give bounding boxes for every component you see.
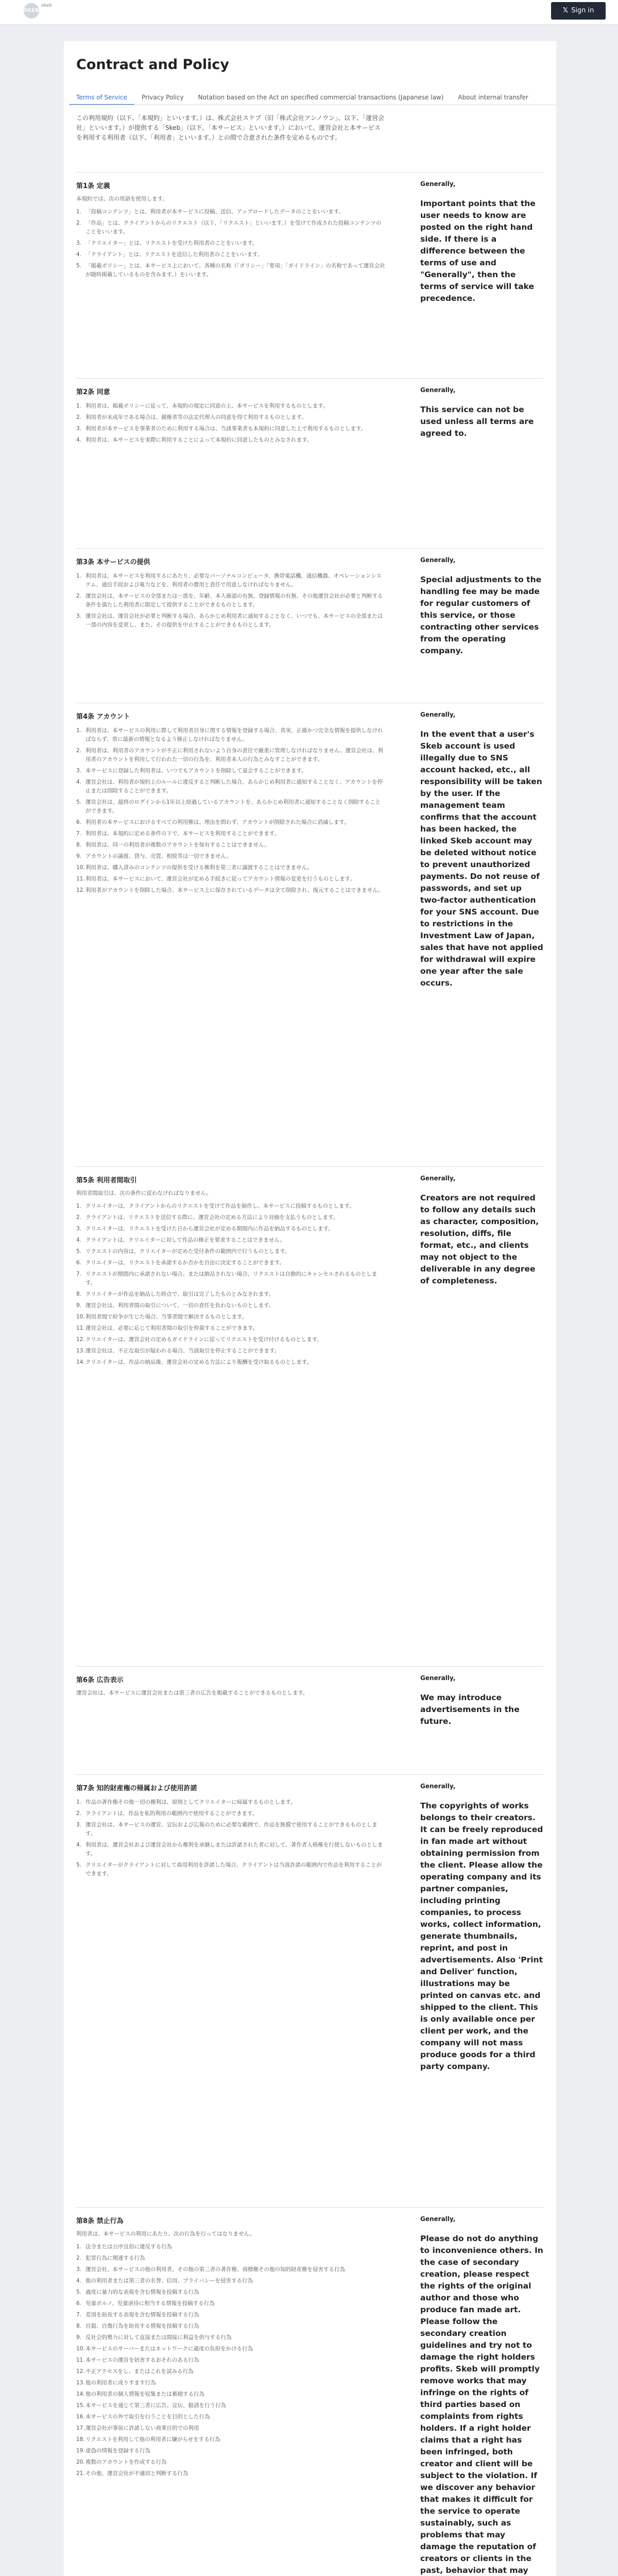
tab-1[interactable]: Privacy Policy [141, 94, 184, 101]
clause-number: 13. [76, 2380, 85, 2386]
clause-item [76, 1821, 385, 1838]
clause-number: 14. [76, 1359, 85, 1365]
section-body [76, 386, 385, 447]
clause-item [76, 1270, 385, 1287]
clause-text: クライアントは、リクエストを送信する際に、運営会社の定める方法により対価を支払うものとします。 [85, 1214, 339, 1221]
clause-text: 他の利用者に成りすます行為 [85, 2380, 156, 2386]
clause-number: 5. [76, 799, 82, 805]
clause-item [76, 2333, 385, 2342]
clause-number: 5. [76, 1862, 82, 1868]
clause-text: 利用者は、運営会社および運営会社から権利を承継しまたは許諾された者に対して、著作者人格権を行使しないものとします。 [85, 1842, 383, 1857]
clause-item [76, 2254, 385, 2263]
clause-number: 1. [76, 403, 82, 409]
section-divider [76, 1666, 544, 1667]
clause-item [76, 2356, 385, 2365]
section-divider [76, 378, 544, 379]
clause-number: 1. [76, 727, 82, 734]
clause-text: クライアントは、作品を私的利用の範囲内で使用することができます。 [85, 1810, 258, 1817]
clause-text: 利用者は、同一の利用者が複数のアカウントを保有することはできません。 [85, 842, 270, 848]
clause-number: 8. [76, 842, 82, 848]
clause-text: リクエストの内容は、クリエイターが定めた受付条件の範囲内で行うものとします。 [85, 1248, 290, 1255]
clause-number: 3. [76, 1822, 82, 1828]
section-title: 第5条 利用者間取引 [76, 1177, 137, 1184]
section-divider [76, 172, 544, 173]
clause-item [76, 2390, 385, 2399]
section-body [76, 180, 385, 282]
clause-text: アカウントの譲渡、貸与、売買、相続等は一切できません。 [85, 853, 232, 859]
clause-list [76, 208, 385, 279]
clause-text: 不正アクセスをし、またはこれを試みる行為 [85, 2368, 194, 2375]
summary-text: Important points that the user needs to know are posted on the right hand side. If there is a difference between the terms of use and "Generally", then the terms of service will take precedence. [420, 199, 536, 303]
clause-text: 利用者がアカウントを削除した場合、本サービス上に保存されているデータは全て削除され、復元することはできません。 [85, 887, 384, 893]
clause-text: 運営会社は、運営会社が必要と判断する場合、あらかじめ利用者に通知することなく、いつでも、本サービスの全部または一部の内容を変更し、また、その提供を中止することができるものとします。 [85, 613, 383, 628]
section-summary [420, 556, 544, 657]
section-summary [420, 1175, 544, 1287]
clause-list [76, 402, 385, 445]
section-title: 第3条 本サービスの提供 [76, 558, 150, 566]
section-divider [76, 1774, 544, 1775]
clause-item [76, 2401, 385, 2410]
clause-text: 運営会社は、必要に応じて利用者間の取引を仲裁することができます。 [85, 1325, 259, 1331]
clause-number: 4. [76, 251, 82, 258]
section-summary [420, 1674, 544, 1727]
signin-button[interactable] [551, 2, 606, 20]
clause-text: リクエストが期間内に承諾されない場合、または納品されない場合、リクエストは自動的にキャンセルされるものとします。 [85, 1271, 377, 1286]
clause-number: 12. [76, 887, 85, 893]
clause-number: 2. [76, 593, 82, 599]
section-divider [76, 2207, 544, 2208]
clause-item [76, 1313, 385, 1321]
clause-text: 利用者は、購入済みのコンテンツの提供を受ける権利を第三者に譲渡することはできません。 [85, 865, 313, 871]
section-title: 第8条 禁止行為 [76, 2217, 124, 2225]
clause-item [76, 1347, 385, 1355]
clause-item [76, 1798, 385, 1807]
clause-item [76, 2345, 385, 2353]
clause-number: 3. [76, 1226, 82, 1232]
summary-text: Please do not do anything to inconvenience others. In the case of secondary creation, please respect the rights of the original author and those who produce fan made art. Please follow the secondary creation guidelines and try not to damage the right holders profits. Skeb will promptly remove works that may infringe on the rights of third parties based on complaints from rights holders. If a right holder claims that a right has been infringed, both creator and client will be subject to the violation. If we discover any behavior that makes it difficult for the service to operate sustainably, such as problems that may damage the reputation of creators or clients in the past, behavior that may [420, 2234, 543, 2575]
tab-0[interactable]: Terms of Service [69, 90, 134, 105]
clause-item [76, 2458, 385, 2467]
clause-text: 虚偽の情報を登録する行為 [85, 2448, 150, 2454]
clause-item [76, 1358, 385, 1367]
clause-text: 利用者間で紛争が生じた場合、当事者間で解決するものとします。 [85, 1314, 248, 1320]
clause-number: 7. [76, 1271, 82, 1277]
clause-number: 11. [76, 2357, 85, 2363]
clause-item [76, 1841, 385, 1858]
clause-item [76, 798, 385, 816]
clause-text: 本サービスの外で取引を行うことを目的とした行為 [85, 2414, 210, 2420]
section-body [76, 2215, 385, 2481]
clause-number: 6. [76, 1260, 82, 1266]
clause-number: 16. [76, 2414, 85, 2420]
section-body [76, 1175, 385, 1369]
clause-number: 5. [76, 2289, 82, 2295]
section-summary [420, 2215, 544, 2576]
section-divider [76, 1166, 544, 1167]
clause-item [76, 1213, 385, 1222]
clause-item [76, 863, 385, 872]
clause-text: クリエイターは、クライアントからのリクエストを受けて作品を制作し、本サービスに投稿するものとします。 [85, 1203, 355, 1209]
clause-item [76, 1301, 385, 1310]
clause-item [76, 592, 385, 609]
clause-number: 20. [76, 2459, 85, 2465]
clause-list [76, 572, 385, 630]
clause-text: 「作品」とは、クライアントからのリクエスト（以下、「リクエスト」といいます。）を受けて作成された投稿コンテンツのことをいいます。 [85, 220, 382, 235]
clause-item [76, 1247, 385, 1256]
clause-item [76, 239, 385, 248]
clause-item [76, 2469, 385, 2478]
clause-item [76, 829, 385, 838]
clause-number: 7. [76, 831, 82, 837]
clause-text: 児童ポルノ、児童虐待に相当する情報を投稿する行為 [85, 2300, 215, 2307]
clause-number: 2. [76, 220, 82, 226]
clause-number: 13. [76, 1348, 85, 1354]
signin-label: Sign in [571, 7, 594, 14]
clause-number: 1. [76, 573, 82, 579]
clause-number: 5. [76, 263, 82, 269]
clause-number: 2. [76, 414, 82, 420]
clause-number: 3. [76, 613, 82, 619]
clause-text: 運営会社は、利用者間の取引について、一切の責任を負わないものとします。 [85, 1302, 274, 1309]
clause-number: 10. [76, 1314, 85, 1320]
tab-3[interactable]: About internal transfer [458, 94, 528, 101]
clause-item [76, 2322, 385, 2331]
clause-item [76, 413, 385, 422]
clause-item [76, 572, 385, 589]
clause-number: 1. [76, 1799, 82, 1805]
generally-label: Generally, [420, 386, 456, 394]
clause-number: 3. [76, 426, 82, 432]
clause-text: 複数のアカウントを作成する行為 [85, 2459, 167, 2465]
clause-number: 3. [76, 240, 82, 246]
clause-item [76, 1809, 385, 1818]
clause-item [76, 726, 385, 744]
clause-list [76, 1202, 385, 1367]
clause-item [76, 1236, 385, 1245]
clause-number: 4. [76, 1842, 82, 1848]
clause-text: 利用者は、本規約に定める条件の下で、本サービスを利用することができます。 [85, 831, 280, 837]
clause-number: 8. [76, 2323, 82, 2329]
clause-item [76, 2447, 385, 2455]
clause-item [76, 2379, 385, 2387]
clause-text: 運営会社は、利用者が規約上のルールに違反すると判断した場合、あらかじめ利用者に通知することなく、アカウントを停止または削除することができます。 [85, 779, 383, 794]
clause-item [76, 2265, 385, 2274]
clause-text: クリエイターがクライアントに対して商用利用を許諾した場合、クライアントは当該許諾の範囲内で作品を利用することができます。 [85, 1862, 382, 1877]
clause-number: 4. [76, 2278, 82, 2284]
clause-text: 本サービスを通じて第三者に広告、宣伝、勧誘を行う行為 [85, 2402, 226, 2409]
summary-text: The copyrights of works belongs to their creators. It can be freely reproduced in fan made art without obtaining permission from the client. Please allow the operating company and its partner companies, including printing companies, to process works, collect information, generate thumbnails, reprint, and post in advertisements. Also 'Print and Deliver' function, illustrations may be printed on canvas etc. and shipped to the client. This is only available once per client per work, and the company will not mass produce goods for a third party company. [420, 1801, 543, 2071]
generally-label: Generally, [420, 180, 456, 188]
clause-number: 5. [76, 1248, 82, 1255]
logo-icon[interactable]: SKEB [24, 3, 39, 19]
clause-number: 1. [76, 1203, 82, 1209]
clause-item [76, 262, 385, 279]
clause-item [76, 1861, 385, 1878]
section-title: 第4条 アカウント [76, 713, 130, 721]
clause-number: 4. [76, 1237, 82, 1243]
clause-text: 利用者が本サービスを事業者のために利用する場合は、当該事業者も本規約に同意した上で利用するものとします。 [85, 426, 367, 432]
section-summary [420, 180, 544, 304]
clause-item [76, 250, 385, 259]
clause-text: 利用者は、本サービスにおいて、運営会社が定める手続きに従ってアカウント情報の変更を行うものとします。 [85, 876, 355, 882]
clause-item [76, 425, 385, 433]
clause-number: 6. [76, 819, 82, 825]
summary-text: This service can not be used unless all terms are agreed to. [420, 405, 534, 438]
clause-list [76, 1798, 385, 1878]
clause-text: 本サービスのサーバーまたはネットワークに過度の負担をかける行為 [85, 2346, 253, 2352]
clause-text: 法令または公序良俗に違反する行為 [85, 2244, 172, 2250]
clause-number: 9. [76, 853, 82, 859]
section-body [76, 556, 385, 632]
summary-text: Creators are not required to follow any details such as character, composition, resolution, diffs, file format, etc., and clients may not object to the deliverable in any degree of completeness. [420, 1193, 539, 1285]
clause-number: 19. [76, 2448, 85, 2454]
clause-number: 3. [76, 2266, 82, 2273]
clause-item [76, 875, 385, 884]
clause-number: 7. [76, 2312, 82, 2318]
clause-item [76, 219, 385, 236]
clause-text: 過度に暴力的な表現を含む情報を投稿する行為 [85, 2289, 199, 2295]
clause-text: 「投稿コンテンツ」とは、利用者が本サービスに投稿、送信、アップロードしたデータのことをいいます。 [85, 209, 344, 215]
clause-text: クリエイターが作品を納品した時点で、取引は完了したものとみなされます。 [85, 1291, 274, 1297]
top-bar [0, 0, 618, 25]
generally-label: Generally, [420, 2215, 456, 2223]
clause-text: 自殺、自傷行為を助長する情報を投稿する行為 [85, 2323, 199, 2329]
clause-number: 2. [76, 2255, 82, 2261]
clause-text: 運営会社は、本サービスの全部または一部を、年齢、本人確認の有無、登録情報の有無、その他運営会社が必要と判断する条件を満たした利用者に限定して提供することができるものとします。 [85, 593, 383, 608]
section-summary [420, 711, 544, 989]
clause-text: 他の利用者の個人情報を収集または蓄積する行為 [85, 2391, 204, 2397]
clause-number: 6. [76, 2300, 82, 2307]
clause-text: 運営会社は、不正な取引が疑われる場合、当該取引を停止することができます。 [85, 1348, 280, 1354]
section-body [76, 1674, 385, 1698]
clause-text: 作品の著作権その他一切の権利は、原則としてクリエイターに帰属するものとします。 [85, 1799, 296, 1805]
tab-2[interactable]: Notation based on the Act on specified commercial transactions (Japanese law) [198, 94, 444, 101]
clause-item [76, 2367, 385, 2376]
section-summary [420, 1783, 544, 2073]
clause-text: 利用者は、本サービスの利用に際して利用者自身に関する情報を登録する場合、真実、正確かつ完全な情報を提供しなければならず、常に最新の情報となるよう修正しなければなりません。 [85, 727, 383, 742]
clause-number: 4. [76, 437, 82, 443]
section-title: 第6条 広告表示 [76, 1676, 124, 1684]
clause-text: 犯罪行為に関連する行為 [85, 2255, 145, 2261]
clause-item [76, 841, 385, 850]
clause-number: 9. [76, 2334, 82, 2341]
generally-label: Generally, [420, 1674, 456, 1682]
section-lead: 利用者間取引は、次の条件に従わなければなりません。 [76, 1190, 212, 1196]
clause-item [76, 1324, 385, 1333]
generally-label: Generally, [420, 711, 456, 718]
summary-text: In the event that a user's Skeb account is used illegally due to SNS account hacked, etc., all responsibility will be taken by the user. If the management team confirms that the account has been hacked, the linked Skeb account may be deleted without notice to prevent unauthorized payments. Do not reuse of passwords, and set up two-factor authentication for your SNS account. Due to restrictions in the Investment Law of Japan, sales that have not applied for withdrawal will expire one year after the sale occurs. [420, 730, 543, 988]
clause-item [76, 747, 385, 764]
clause-item [76, 1202, 385, 1211]
clause-number: 12. [76, 2368, 85, 2375]
clause-text: 「クリエイター」とは、リクエストを受けた利用者のことをいいます。 [85, 240, 258, 246]
section-lead: 本規約では、次の用語を使用します。 [76, 196, 168, 202]
clause-text: クリエイターは、作品の納品後、運営会社の定める方法により報酬を受け取るものとします。 [85, 1359, 312, 1365]
clause-text: 本サービスの運営を妨害するおそれのある行為 [85, 2357, 199, 2363]
section-body [76, 1783, 385, 1881]
clause-number: 2. [76, 1810, 82, 1817]
clause-number: 10. [76, 865, 85, 871]
clause-number: 18. [76, 2436, 85, 2443]
clause-item [76, 767, 385, 775]
clause-number: 2. [76, 1214, 82, 1221]
clause-text: 利用者は、掲載ポリシーに従って、本規約の規定に同意の上、本サービスを利用するものとします。 [85, 403, 329, 409]
intro-text: この利用規約（以下、「本規約」といいます。）は、株式会社スケブ（旧「株式会社アンノウン」、以下、「運営会社」といいます。）が提供する「Skeb」（以下、「本サービス」といいます。）において、運営会社と本サービスを利用する利用者（以下、「利用者」といいます。）との間で合意された条件を定めるものです。 [76, 114, 385, 141]
clause-item [76, 1335, 385, 1344]
clause-text: 他の利用者または第三者の名誉、信用、プライバシーを侵害する行為 [85, 2278, 253, 2284]
summary-text: Special adjustments to the handling fee may be made for regular customers of this service, or those contracting other services from the operating company. [420, 575, 542, 655]
clause-number: 4. [76, 779, 82, 785]
clause-text: 本サービスに登録した利用者は、いつでもアカウントを削除して退会することができます。 [85, 768, 307, 774]
clause-item [76, 208, 385, 216]
clause-text: 差別を助長する表現を含む情報を投稿する行為 [85, 2312, 199, 2318]
clause-text: クリエイターは、リクエストを承諾するか否かを自由に決定することができます。 [85, 1260, 285, 1266]
generally-label: Generally, [420, 1783, 456, 1790]
summary-text: We may introduce advertisements in the future. [420, 1693, 520, 1726]
clause-item [76, 2413, 385, 2421]
clause-number: 2. [76, 748, 82, 754]
clause-list [76, 2243, 385, 2478]
clause-text: 利用者は、本サービスを実際に利用することによって本規約に同意したものとみなされます。 [85, 437, 313, 443]
clause-text: 利用者の本サービスにおけるすべての利用権は、理由を問わず、アカウントが削除された場合に消滅します。 [85, 819, 350, 825]
section-title: 第1条 定義 [76, 182, 110, 190]
clause-item [76, 2435, 385, 2444]
clause-text: 運営会社、本サービスの他の利用者、その他の第三者の著作権、商標権その他の知的財産権を侵害する行為 [85, 2266, 345, 2273]
clause-text: 利用者は、本サービスを利用するにあたり、必要なパーソナルコンピュータ、携帯電話機、通信機器、オペレーションシステム、通信手段および電力などを、利用者の費用と責任で用意しなければなりません。 [85, 573, 382, 588]
clause-item [76, 886, 385, 895]
section-title: 第7条 知的財産権の帰属および使用許諾 [76, 1785, 197, 1792]
section-lead: 運営会社は、本サービスに運営会社または第三者の広告を掲載することができるものとします。 [76, 1690, 308, 1696]
clause-text: 「クライアント」とは、リクエストを送信した利用者のことをいいます。 [85, 251, 263, 258]
clause-item [76, 2311, 385, 2319]
clause-item [76, 2424, 385, 2433]
clause-item [76, 436, 385, 445]
tab-bar [69, 90, 556, 105]
page-title: Contract and Policy [76, 57, 229, 73]
clause-number: 15. [76, 2402, 85, 2409]
clause-item [76, 2299, 385, 2308]
clause-item [76, 2277, 385, 2285]
clause-item [76, 818, 385, 827]
clause-text: 利用者は、利用者のアカウントが不正に利用されないよう自身の責任で厳重に管理しなければなりません。運営会社は、利用者のアカウントを利用して行われた一切の行為を、利用者本人の行為とみなすことができます。 [85, 748, 384, 762]
content-card [64, 41, 556, 2576]
clause-item [76, 1259, 385, 1267]
clause-number: 12. [76, 1336, 85, 1343]
clause-number: 3. [76, 768, 82, 774]
generally-label: Generally, [420, 556, 456, 564]
clause-text: 「掲載ポリシー」とは、本サービス上において、各種の名称（「ポリシー」「要項」「ガイドライン」の名称であって運営会社が随時掲載しているものを含みます。）をいいます。 [85, 263, 385, 278]
clause-text: 反社会的勢力に対して直接または間接に利益を供与する行為 [85, 2334, 232, 2341]
section-summary [420, 386, 544, 439]
clause-text: 運営会社は、最終のログインから1年以上経過しているアカウントを、あらかじめ利用者に通知することなく削除することができます。 [85, 799, 381, 814]
clause-number: 11. [76, 1325, 85, 1331]
clause-item [76, 778, 385, 795]
section-divider [76, 548, 544, 549]
section-body [76, 711, 385, 897]
clause-number: 21. [76, 2470, 85, 2477]
clause-text: クリエイターは、リクエストを受けた日から運営会社が定める期間内に作品を納品するものとします。 [85, 1226, 334, 1232]
clause-item [76, 2243, 385, 2251]
clause-item [76, 1290, 385, 1299]
section-lead: 利用者は、本サービスの利用にあたり、次の行為を行ってはなりません。 [76, 2231, 255, 2237]
clause-number: 9. [76, 1302, 82, 1309]
clause-text: リクエストを利用して他の利用者に嫌がらせをする行為 [85, 2436, 220, 2443]
clause-item [76, 612, 385, 630]
clause-list [76, 726, 385, 895]
clause-number: 10. [76, 2346, 85, 2352]
clause-number: 17. [76, 2425, 85, 2431]
clause-number: 1. [76, 2244, 82, 2250]
clause-text: クライアントは、クリエイターに対して作品の修正を要求することはできません。 [85, 1237, 285, 1243]
section-title: 第2条 同意 [76, 388, 110, 396]
x-brand-icon: 𝕏 [562, 7, 569, 14]
clause-number: 14. [76, 2391, 85, 2397]
clause-number: 1. [76, 209, 82, 215]
clause-number: 8. [76, 1291, 82, 1297]
clause-text: 運営会社が事前に許諾しない商業目的での利用 [85, 2425, 199, 2431]
clause-text: その他、運営会社が不適切と判断する行為 [85, 2470, 188, 2477]
generally-label: Generally, [420, 1175, 456, 1182]
clause-number: 11. [76, 876, 85, 882]
logo-text: skeb [41, 3, 52, 8]
clause-text: 利用者が未成年である場合は、親権者等の法定代理人の同意を得て利用するものとします。 [85, 414, 307, 420]
clause-text: 運営会社は、本サービスの運営、宣伝および広報のために必要な範囲で、作品を無償で使用することができるものとします。 [85, 1822, 377, 1837]
clause-item [76, 2288, 385, 2297]
clause-item [76, 1225, 385, 1233]
clause-item [76, 852, 385, 861]
clause-item [76, 402, 385, 411]
clause-text: クリエイターは、運営会社の定めるガイドラインに従ってリクエストを受け付けるものとします。 [85, 1336, 322, 1343]
